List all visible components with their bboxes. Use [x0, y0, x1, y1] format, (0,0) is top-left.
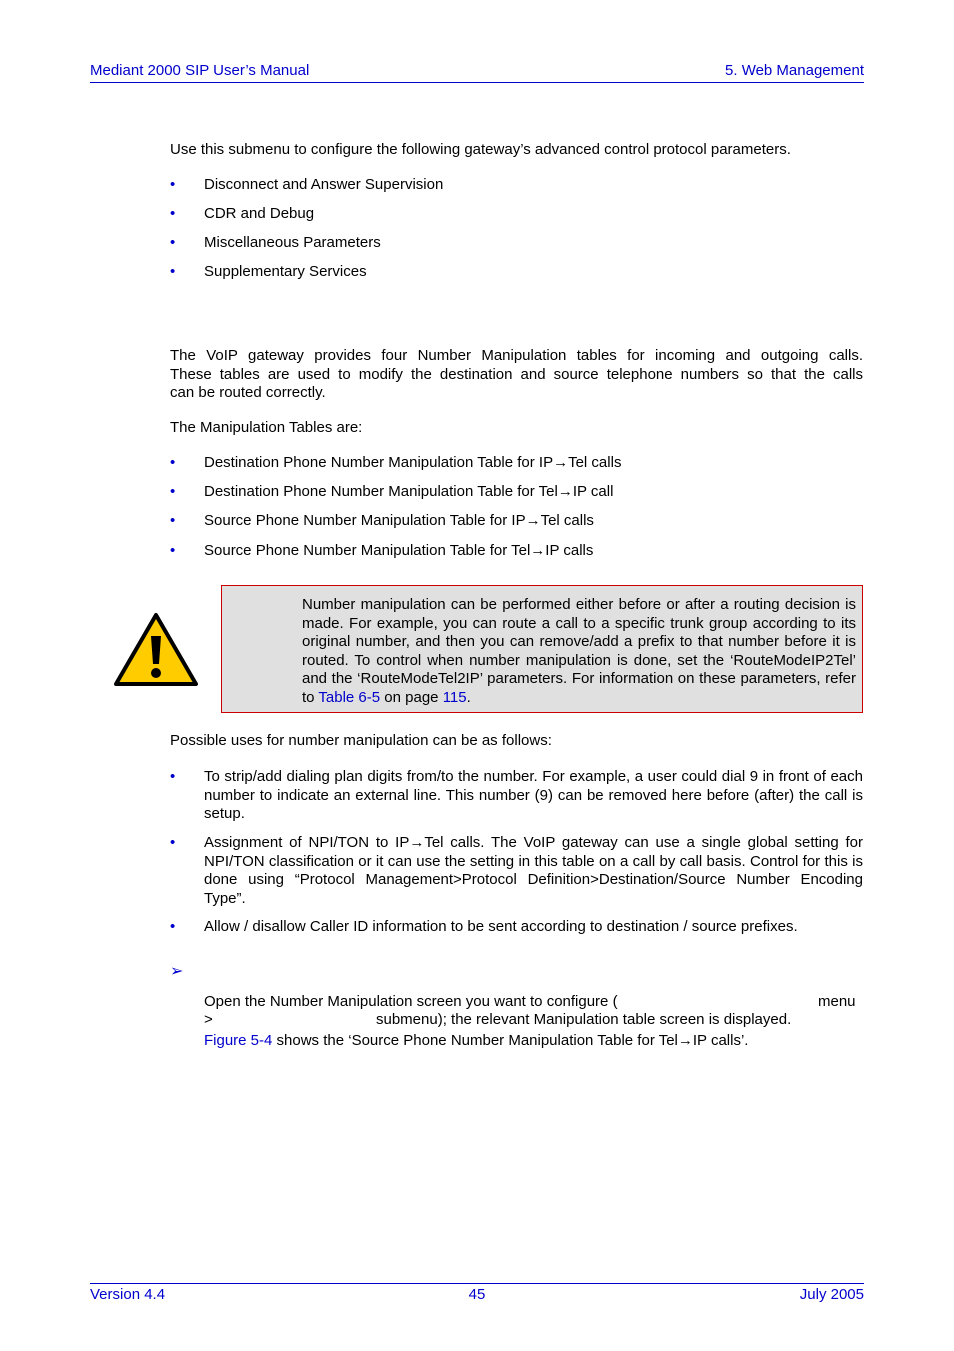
list-item: • To strip/add dialing plan digits from/to the number. For example, a user could dial 9 in front of each number to indicate an external line. This number (9) can be removed here before (after) the call is setup.	[170, 768, 863, 822]
footer-version: Version 4.4	[90, 1286, 166, 1303]
intro-paragraph: Use this submenu to configure the following gateway’s advanced control protocol parameters.	[170, 141, 791, 158]
bullet-icon: •	[170, 176, 176, 193]
list-item: • Supplementary Services	[170, 263, 367, 280]
procedure-line-2: > submenu); the relevant Manipulation table screen is displayed.	[204, 1011, 792, 1028]
bullet-icon: •	[170, 234, 176, 251]
procedure-line-3: Figure 5-4 shows the ‘Source Phone Number Manipulation Table for Tel→IP calls’.	[204, 1032, 749, 1049]
header-manual-title: Mediant 2000 SIP User’s Manual	[90, 62, 310, 79]
list-item: • Allow / disallow Caller ID information to be sent according to destination / source prefixes.	[170, 918, 798, 935]
list-item: • Destination Phone Number Manipulation Table for IP→Tel calls	[170, 454, 622, 471]
procedure-arrow-icon: ➢	[170, 963, 184, 980]
note-text: Number manipulation can be performed either before or after a routing decision is made. For example, you can route a call to a specific trunk group according to its original number, and then you can remove/add a prefix to that number before it is routed. To control when number manipulation is done, set the ‘RouteModeIP2Tel’ and the ‘RouteModeTel2IP’ parameters. For information on these parameters, refer to Table 6-5 on page 115.	[302, 596, 856, 706]
page-header	[90, 61, 864, 83]
list-item: • CDR and Debug	[170, 205, 315, 222]
bullet-icon: •	[170, 512, 176, 529]
bullet-icon: •	[170, 834, 176, 851]
page-reference-link[interactable]: 115	[442, 688, 467, 706]
list-item: • Source Phone Number Manipulation Table for IP→Tel calls	[170, 512, 594, 529]
note-box	[221, 585, 863, 713]
list-item: • Disconnect and Answer Supervision	[170, 176, 444, 193]
header-chapter: 5. Web Management	[725, 62, 864, 79]
bullet-icon: •	[170, 768, 176, 785]
bullet-icon: •	[170, 454, 176, 471]
list-item: • Assignment of NPI/TON to IP→Tel calls. The VoIP gateway can use a single global setting for NPI/TON classification or it can use the setting in this table on a call by call basis. Control for this is done using “Protocol Management>Protocol Definition>Destination/Source Number Encoding Type”.	[170, 834, 863, 907]
bullet-icon: •	[170, 205, 176, 222]
footer-date: July 2005	[799, 1286, 864, 1303]
list-item: • Miscellaneous Parameters	[170, 234, 381, 251]
uses-heading: Possible uses for number manipulation can be as follows:	[170, 732, 552, 749]
bullet-icon: •	[170, 918, 176, 935]
bullet-icon: •	[170, 263, 176, 280]
manipulation-intro-line-2: These tables are used to modify the destination and source telephone numbers so that the calls	[170, 366, 863, 383]
manipulation-intro-line-1: The VoIP gateway provides four Number Manipulation tables for incoming and outgoing calls.	[170, 347, 863, 364]
manipulation-intro-line-3: can be routed correctly.	[170, 384, 326, 401]
bullet-icon: •	[170, 483, 176, 500]
list-item: • Source Phone Number Manipulation Table for Tel→IP calls	[170, 542, 594, 559]
bullet-icon: •	[170, 542, 176, 559]
warning-icon	[113, 612, 199, 687]
procedure-line-1: Open the Number Manipulation screen you want to configure ( menu	[204, 993, 856, 1010]
list-item: • Destination Phone Number Manipulation Table for Tel→IP call	[170, 483, 614, 500]
table-reference-link[interactable]: Table 6-5	[318, 688, 381, 706]
figure-reference-link[interactable]: Figure 5-4	[204, 1032, 273, 1049]
page-footer	[90, 1283, 864, 1306]
tables-heading: The Manipulation Tables are:	[170, 419, 363, 436]
footer-page-number: 45	[468, 1286, 486, 1303]
